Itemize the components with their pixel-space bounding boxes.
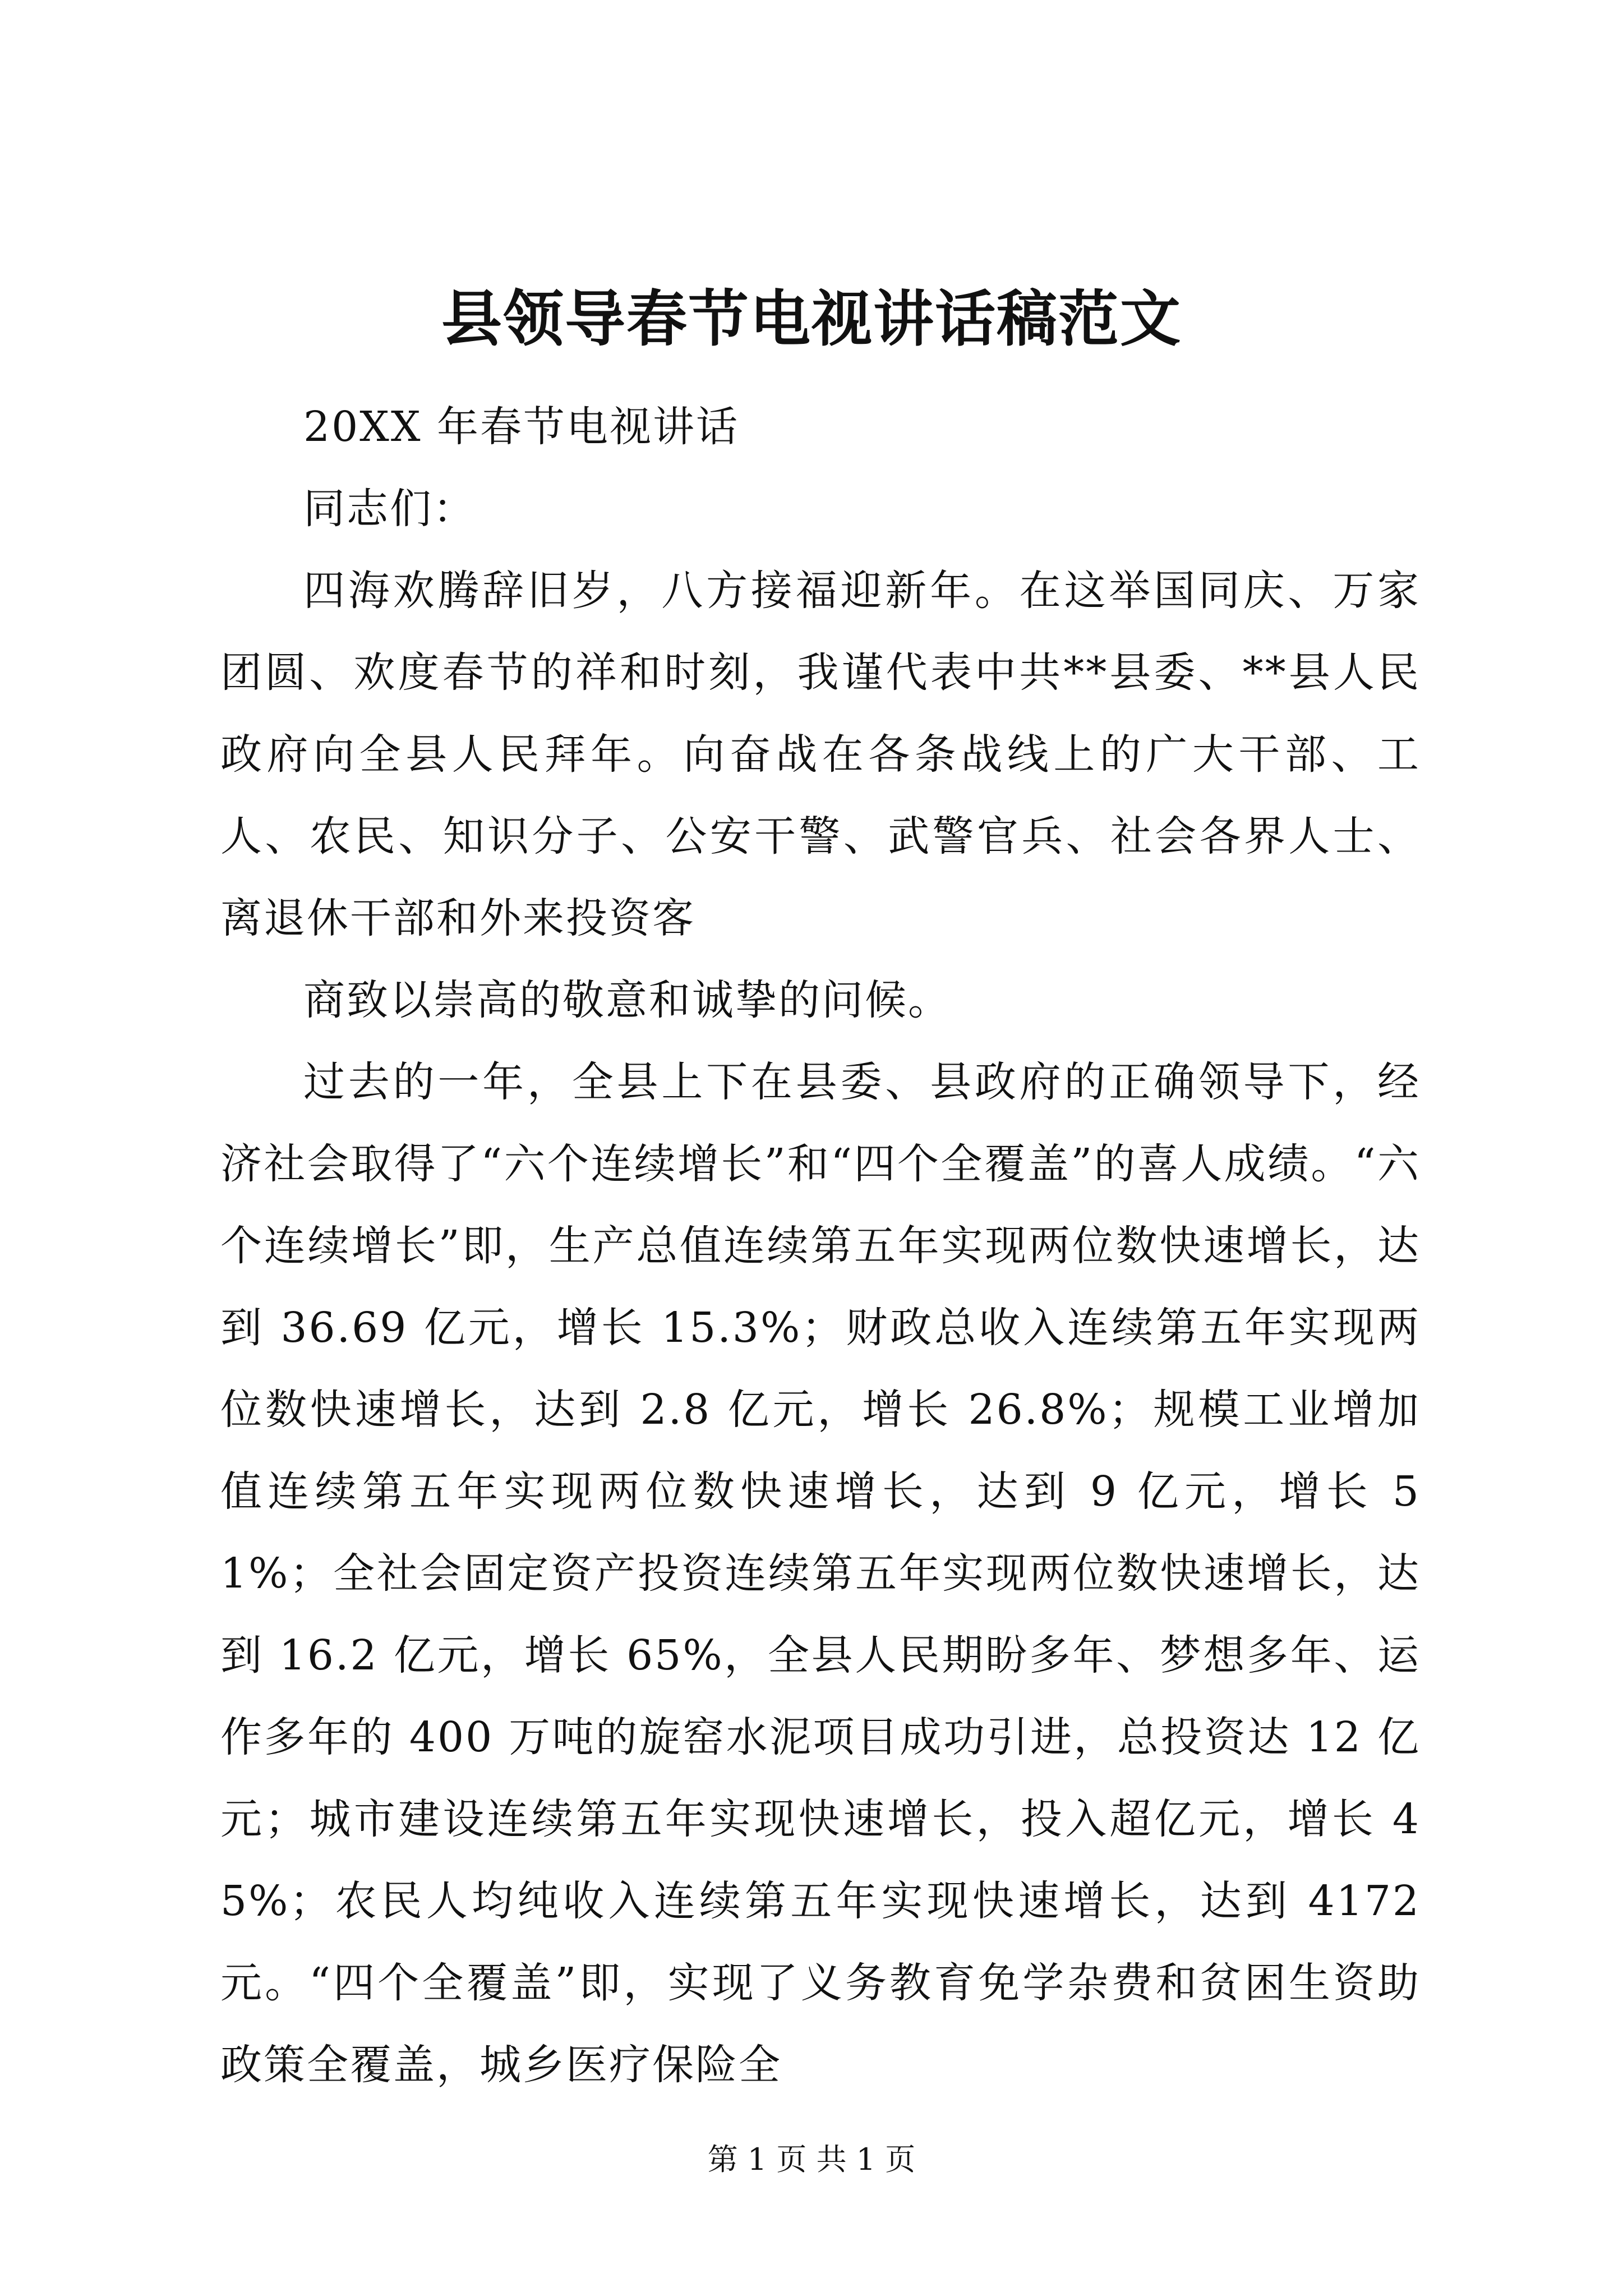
paragraph-salutation: 同志们： [303, 485, 476, 533]
paragraph-greeting: 四海欢腾辞旧岁，八方接福迎新年。在这举国同庆、万家团圆、欢度春节的祥和时刻，我谨代表中共**县委、**县人民政府向全县人民拜年。向奋战在各条战线上的广大干部、工人、农民、知识分子、公安干警、武警官兵、社会各界人士、离退休干部和外来投资客 [220, 567, 1421, 942]
paragraph-greeting-continued: 商致以崇高的敬意和诚挚的问候。 [303, 976, 951, 1024]
paragraph-subtitle: 20XX 年春节电视讲话 [303, 403, 740, 451]
document-body [220, 386, 1421, 2106]
paragraph-achievements: 过去的一年，全县上下在县委、县政府的正确领导下，经济社会取得了“六个连续增长”和“四个全覆盖”的喜人成绩。“六个连续增长”即，生产总值连续第五年实现两位数快速增长，达到 36.69 亿元，增长 15.3%；财政总收入连续第五年实现两位数快速增长，达到 2.8 亿元，增长 26.8%；规模工业增加值连续第五年实现两位数快速增长，达到 9 亿元，增长 51%；全社会固定资产投资连续第五年实现两位数快速增长，达到 16.2 亿元，增长 65%，全县人民期盼多年、梦想多年、运作多年的 400 万吨的旋窑水泥项目成功引进，总投资达 12 亿元；城市建设连续第五年实现快速增长，投入超亿元，增长 45%；农民人均纯收入连续第五年实现快速增长，达到 4172 元。“四个全覆盖”即，实现了义务教育免学杂费和贫困生资助政策全覆盖，城乡医疗保险全 [220, 1058, 1421, 2089]
page-number-footer: 第 1 页 共 1 页 [707, 2142, 916, 2177]
document-title: 县领导春节电视讲话稿范文 [441, 284, 1182, 355]
